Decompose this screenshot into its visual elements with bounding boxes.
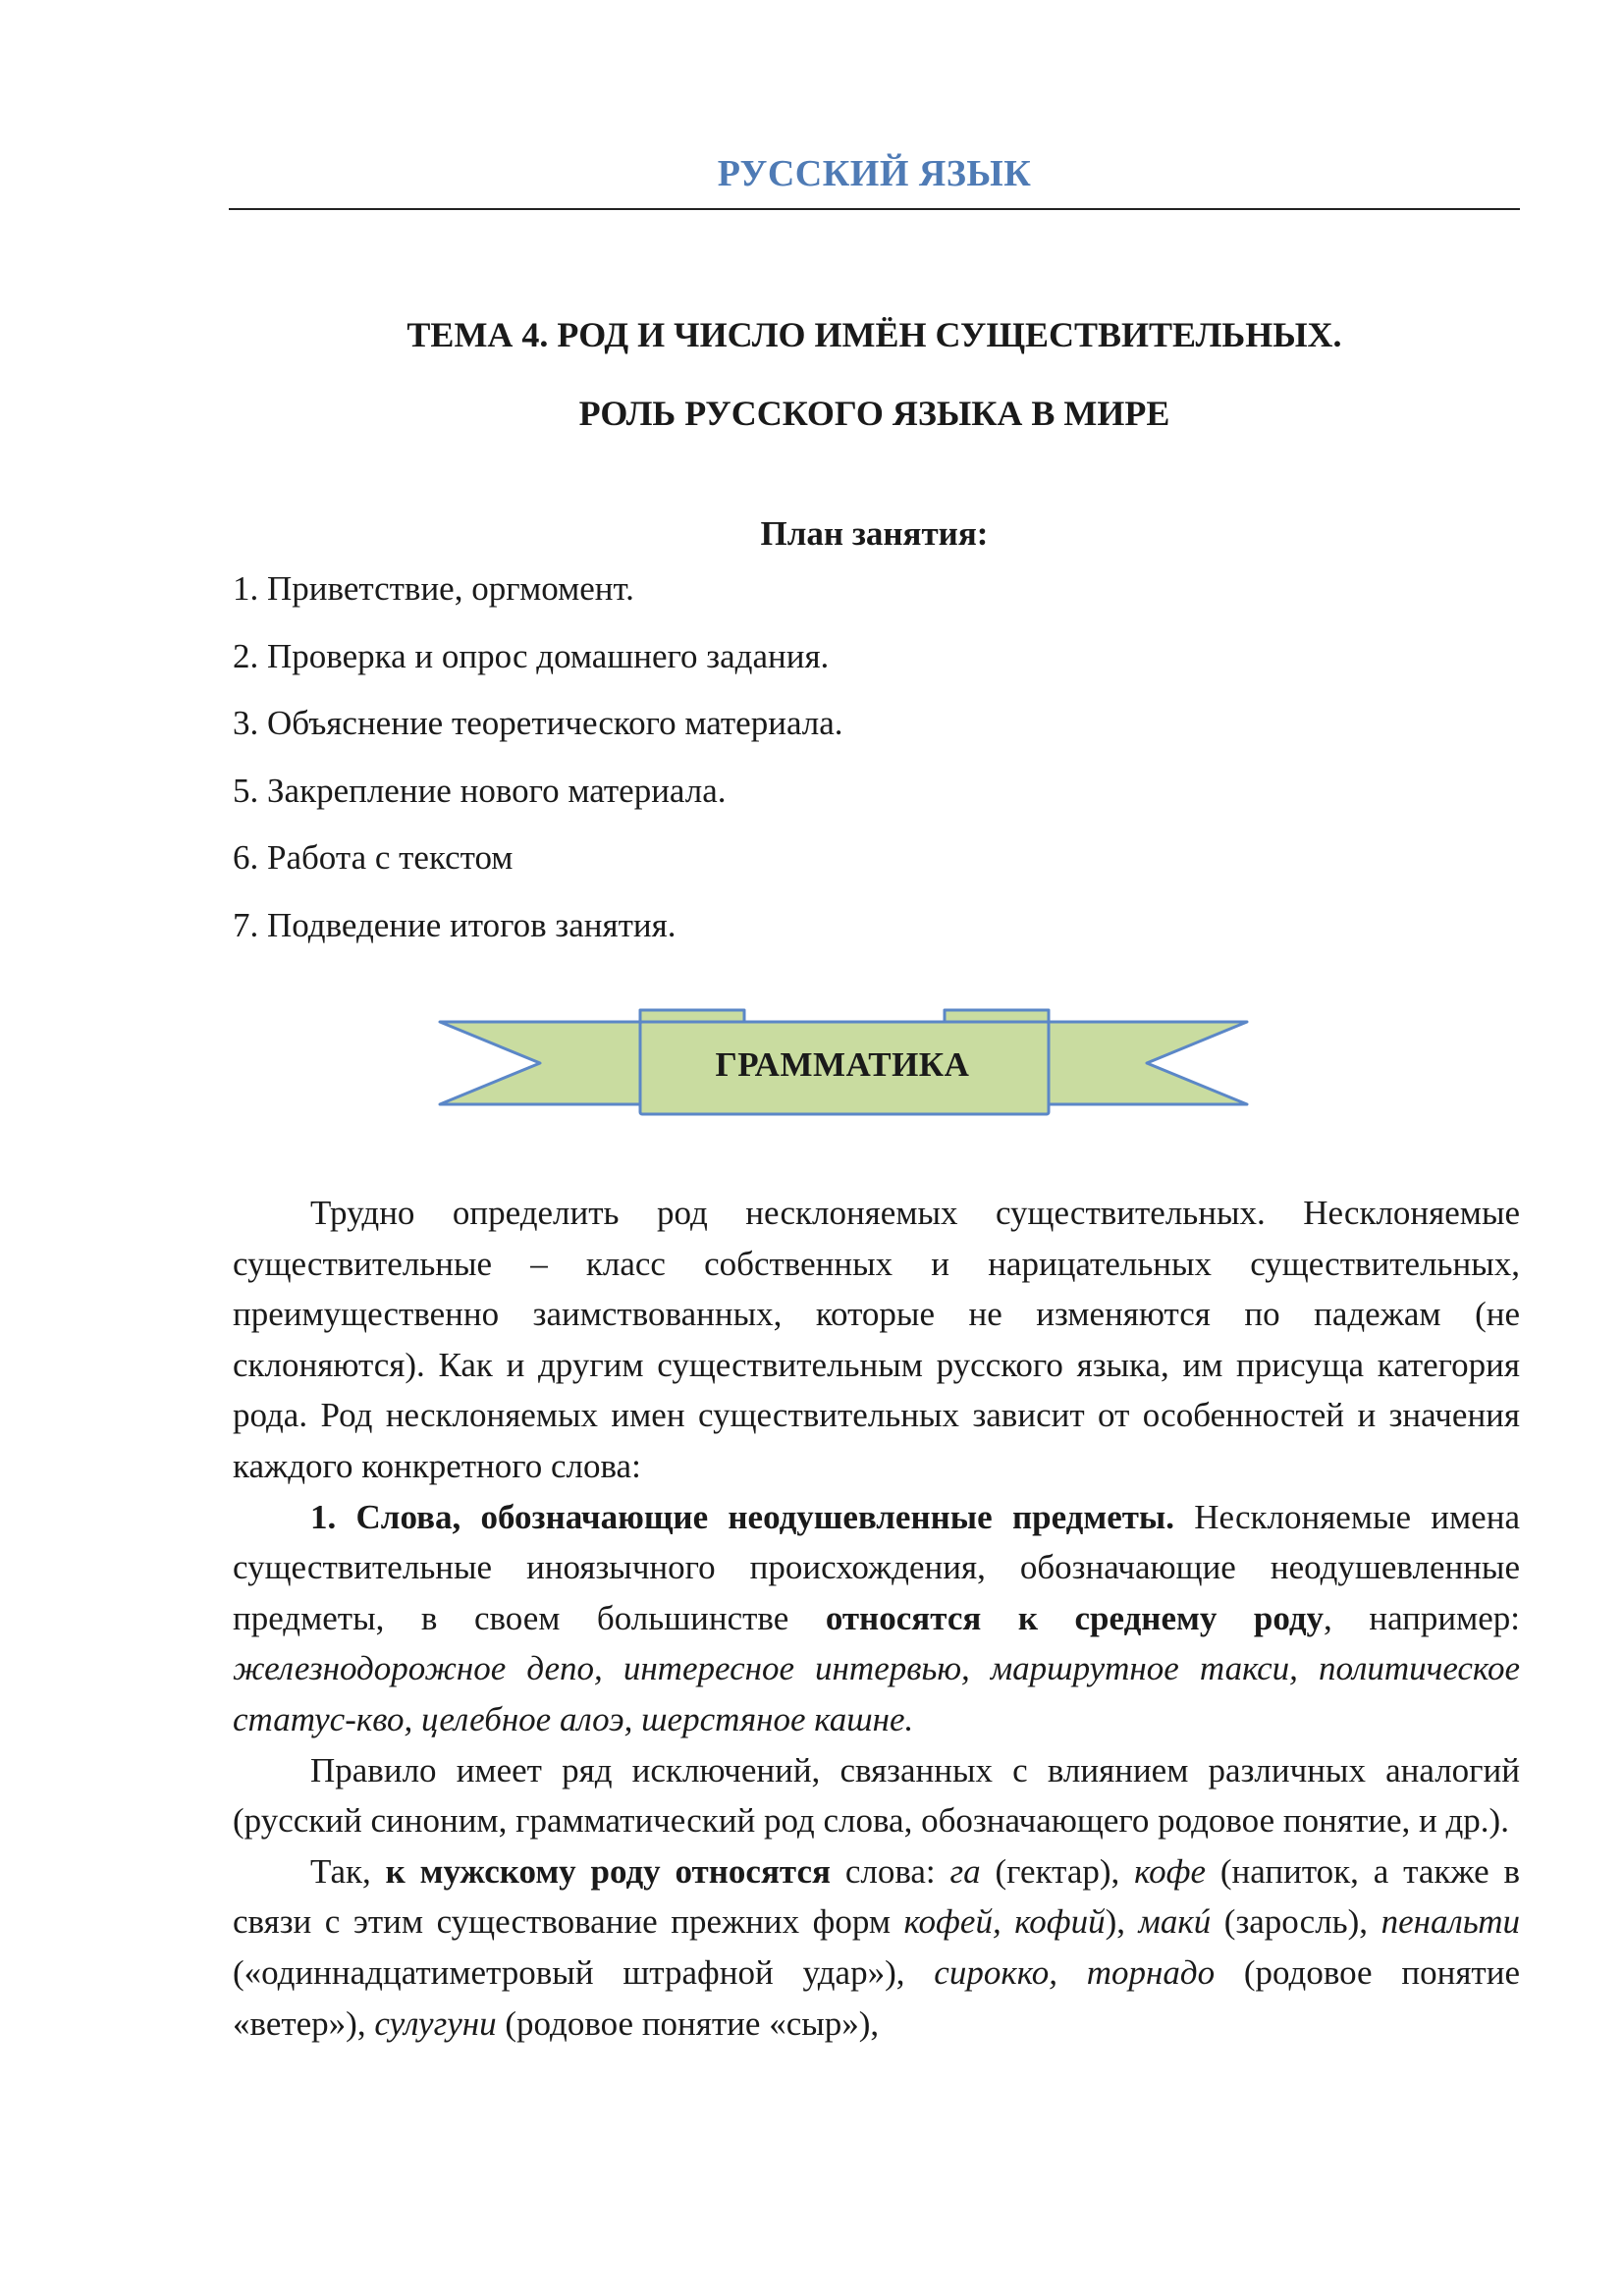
bold-term: 1. Слова, обозначающие неодушевленные предметы. [310,1497,1174,1536]
example-word: пенальти [1380,1902,1520,1942]
example-word: кофей, кофий [903,1902,1106,1942]
example-word: кофе [1134,1851,1207,1891]
banner-left-fold [640,1010,744,1022]
example-word: сирокко, торнадо [934,1952,1216,1992]
example-words: железнодорожное депо, интересное интервью, маршрутное такси, политическое статус-кво, целебное алоэ, шерстяное кашне. [233,1649,1520,1738]
paragraph-exceptions: Правило имеет ряд исключений, связанных с влиянием различных аналогий (русский синоним, грамматический род слова, обозначающего родовое понятие, и др.). [233,1750,1520,1841]
banner-right-fold [945,1010,1049,1022]
topic-title-line-2: РОЛЬ РУССКОГО ЯЗЫКА В МИРЕ [578,394,1170,433]
example-word: макú [1138,1902,1212,1942]
running-header-title: РУССКИЙ ЯЗЫК [717,153,1032,194]
paragraph-intro: Трудно определить род несклоняемых существительных. Несклоняемые существительные – класс собственных и нарицательных существительных, преимущественно заимствованных, которые не изменяются по падежам (не склоняются). Как и другим существительным русского языка, им присуща категория рода. Род несклоняемых имен существительных зависит от особенностей и значения каждого конкретного слова: [233,1194,1520,1485]
bold-term: к мужскому роду относятся [385,1851,831,1891]
plan-title: План занятия: [760,514,989,553]
plan-item: 7. Подведение итогов занятия. [233,905,677,944]
bold-term: относятся к среднему роду [825,1598,1325,1637]
paragraph-rule-1: 1. Слова, обозначающие неодушевленные предметы. Несклоняемые имена существительные иноязычного происхождения, обозначающие неодушевленные предметы, в своем большинстве относятся к среднему роду, например: железнодорожное депо, интересное интервью, маршрутное такси, политическое статус-кво, целебное алоэ, шерстяное кашне. [233,1497,1521,1738]
plan-item: 5. Закрепление нового материала. [233,771,727,810]
plan-item: 2. Проверка и опрос домашнего задания. [233,636,830,675]
header-rule [229,208,1520,210]
paragraph-masculine: Так, к мужскому роду относятся слова: га (гектар), кофе (напиток, а также в связи с этим существование прежних форм кофей, кофий), макú (заросль), пенальти («одиннадцатиметровый штрафной удар»), сирокко, торнадо (родовое понятие «ветер»), сулугуни (родовое понятие «сыр»), [233,1851,1521,2043]
body-text [233,1188,1520,2049]
banner-label: ГРАММАТИКА [715,1045,970,1084]
topic-title-line-1: ТЕМА 4. РОД И ЧИСЛО ИМЁН СУЩЕСТВИТЕЛЬНЫХ. [406,315,1342,354]
plan-item: 1. Приветствие, оргмомент. [233,569,634,608]
plan-item: 6. Работа с текстом [233,838,514,877]
example-word: га [949,1851,981,1891]
plan-item: 3. Объяснение теоретического материала. [233,704,843,742]
plan-list [233,556,1509,959]
example-word: сулугуни [374,2003,497,2043]
